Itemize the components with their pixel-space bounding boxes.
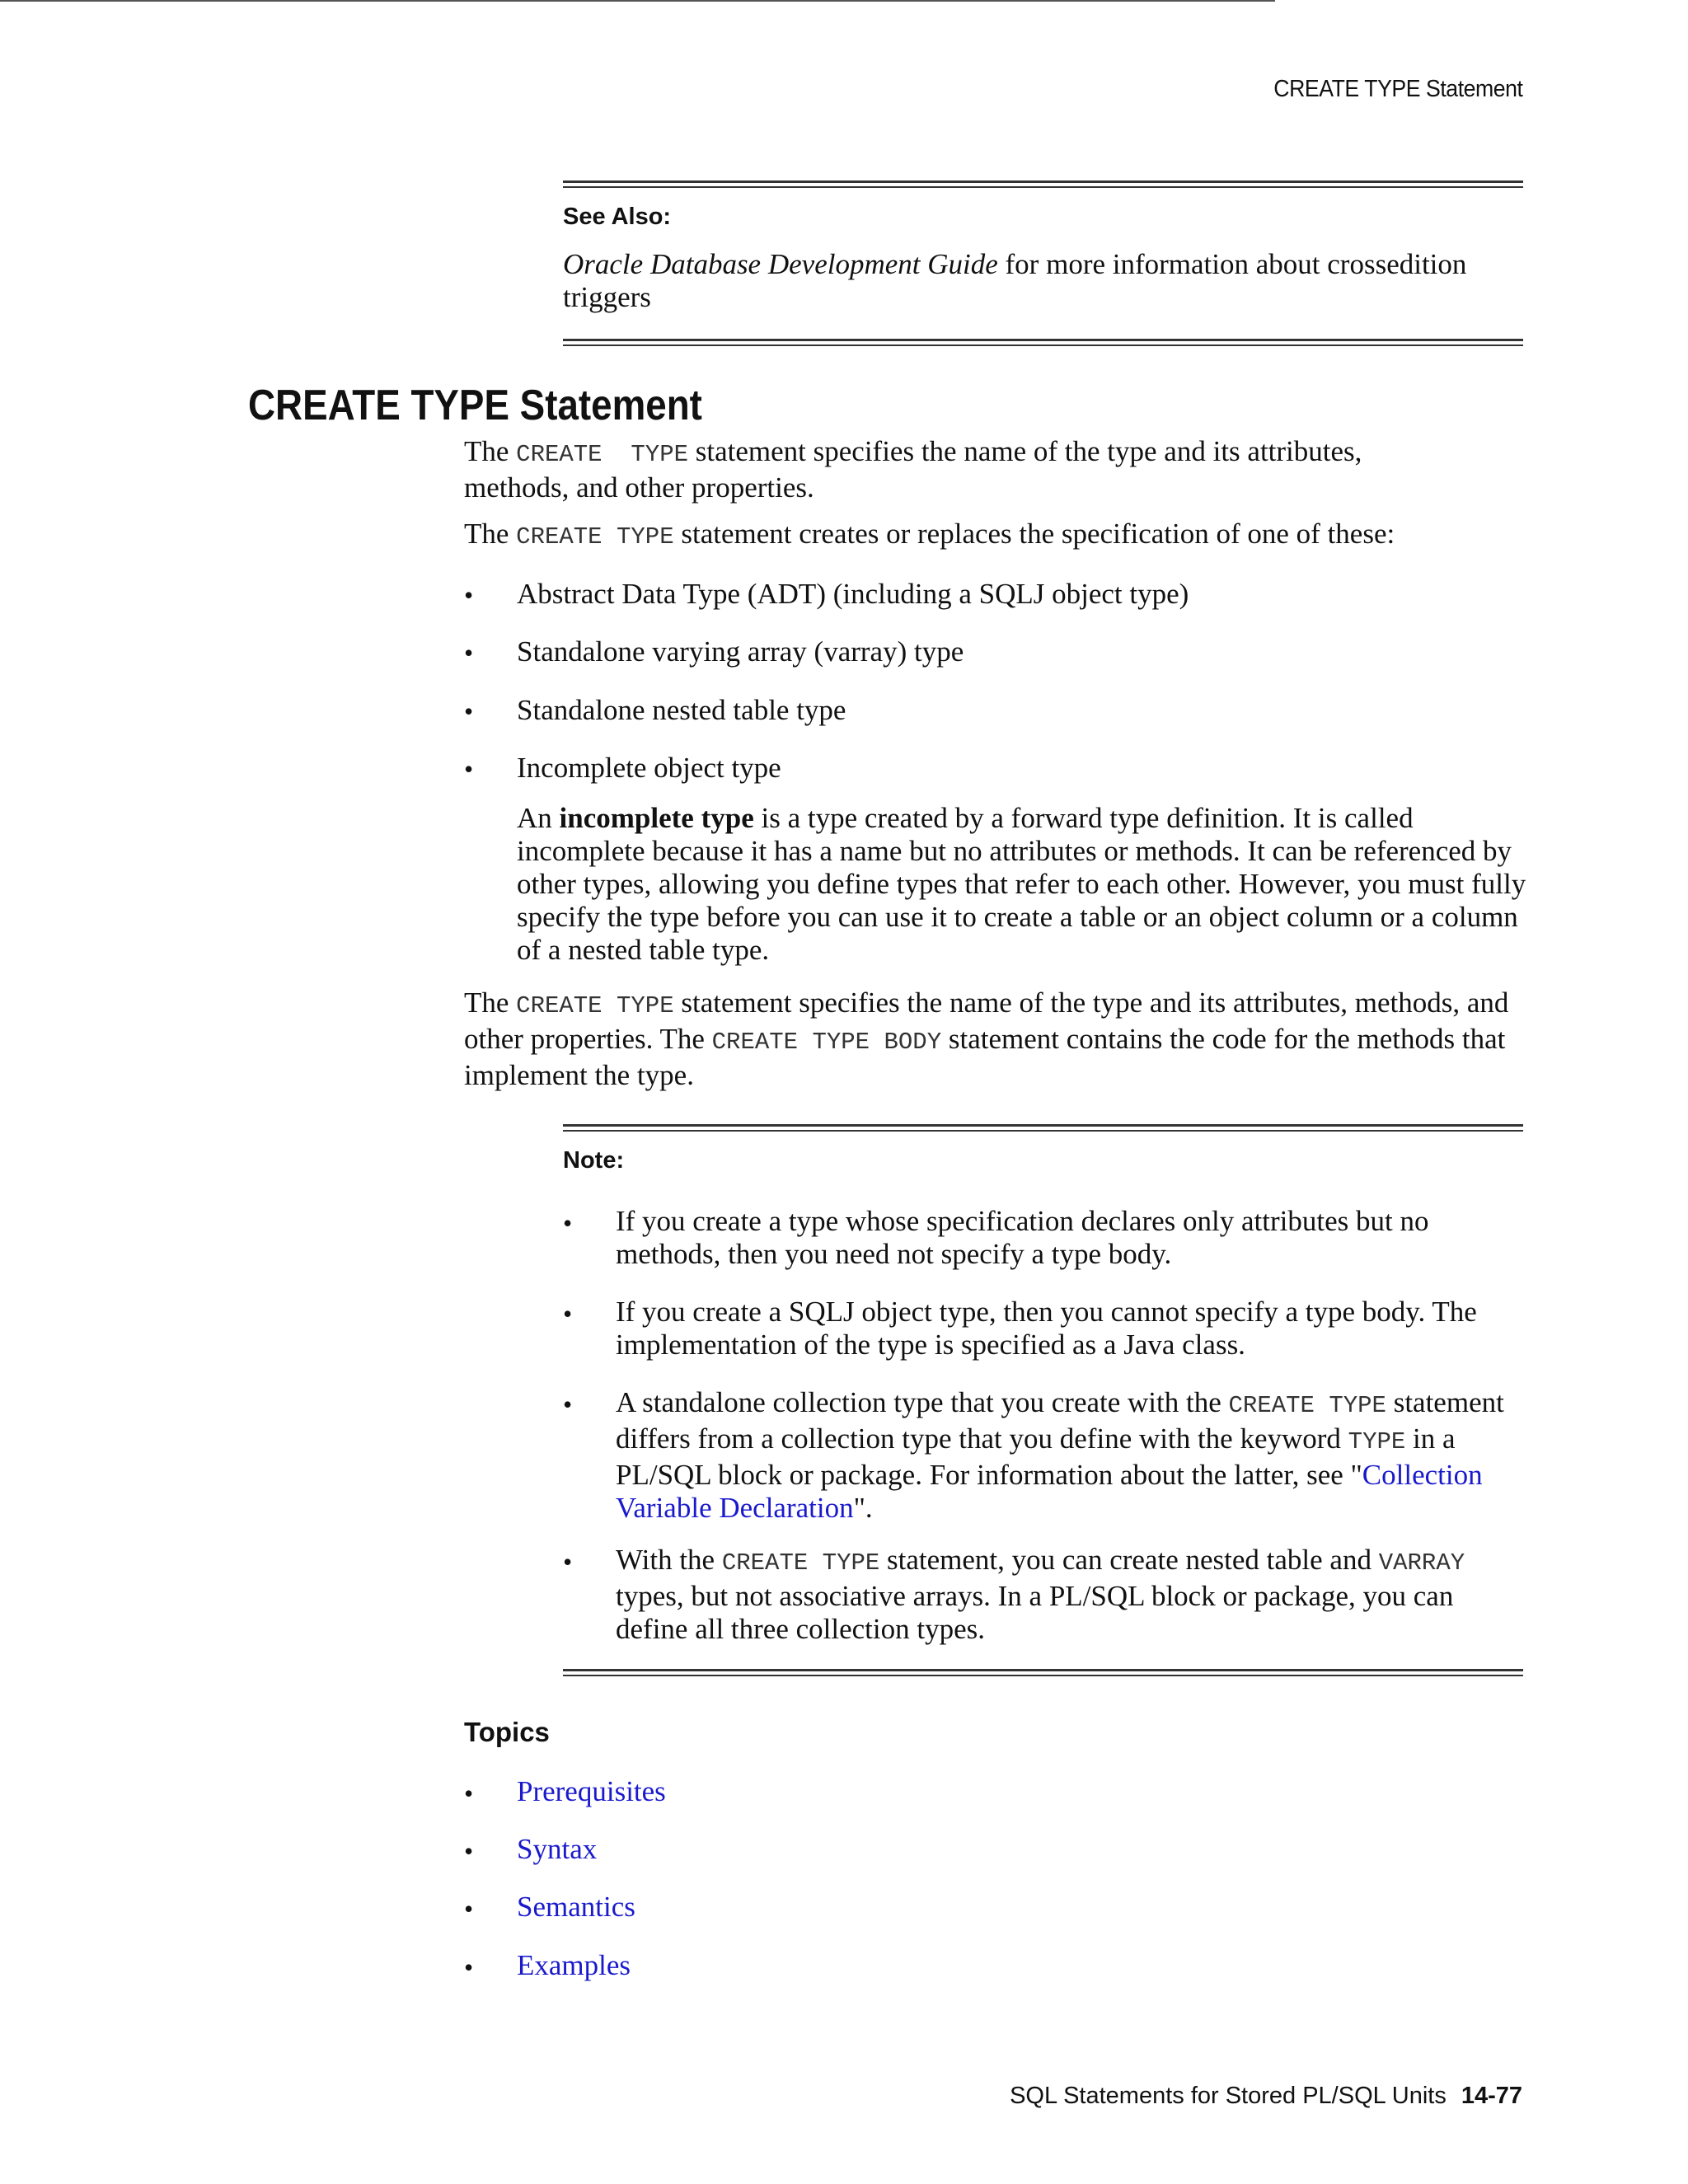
p3-text-c: statement contains the code for the methods that implement the type. [464,1023,1506,1091]
note-heading: Note: [563,1147,625,1174]
p3-code-1: CREATE TYPE [516,992,674,1019]
see-also-top-rule [563,180,1523,188]
topic-link-examples[interactable]: Examples [517,1949,631,1981]
note-bullet: • [563,1208,573,1238]
bullet: • [464,638,474,668]
see-also-bottom-rule [563,339,1523,346]
note3-text-d: ". [853,1492,873,1524]
p3-text-b: statement specifies the name of the type and its attributes, methods, and other properties. The [464,987,1509,1055]
note-bullet: • [563,1547,573,1577]
note-item: If you create a SQLJ object type, then you cannot specify a type body. The implementation of the type is specified as a Java class. [616,1296,1477,1361]
p1-text-a: The [464,435,517,467]
incomplete-term: incomplete type [559,802,754,834]
note4-code-1: CREATE TYPE [721,1549,880,1577]
note4-code-2: VARRAY [1378,1549,1465,1577]
running-header: CREATE TYPE Statement [1273,76,1522,102]
topic-link-syntax[interactable]: Syntax [517,1833,598,1865]
incomplete-text-b: is a type created by a forward type definition. It is called incomplete because it has a name but no attributes or methods. It can be referenced by other types, allowing you define types that refer to each other. However, you must fully specify the type before you can use it to create a table or an object column or a column of a nested table type. [517,802,1526,966]
incomplete-text-a: An [517,802,560,834]
page-footer [1010,2083,1522,2110]
topics-heading: Topics [464,1717,550,1747]
note4-text-c: types, but not associative arrays. In a PL/SQL block or package, you can define all three collection types. [616,1580,1454,1645]
topic-bullet: • [464,1836,474,1866]
list-item: Incomplete object type [517,752,781,784]
p2-text-a: The [464,518,517,550]
p1-code: CREATE TYPE [516,441,689,468]
note3-code-1: CREATE TYPE [1228,1392,1386,1419]
bullet: • [464,754,474,784]
book-title: Oracle Database Development Guide [563,248,998,280]
header-rule [0,0,1275,2]
page-number: 14-77 [1461,2083,1522,2109]
bullet: • [464,696,474,726]
collection-variable-declaration-link[interactable]: Collection Variable Declaration [616,1459,1483,1524]
note-item: If you create a type whose specification declares only attributes but no methods, then you need not specify a type body. [616,1205,1429,1270]
list-item: Standalone nested table type [517,694,846,726]
creates-paragraph [464,518,1527,554]
note-item [616,1544,1526,1646]
note3-text-b: statement differs from a collection type that you define with the keyword [616,1386,1504,1455]
list-item: Standalone varying array (varray) type [517,635,964,668]
topic-bullet: • [464,1894,474,1924]
note-top-rule [563,1124,1523,1132]
topic-link-prerequisites[interactable]: Prerequisites [517,1775,666,1807]
topic-bullet: • [464,1779,474,1808]
intro-paragraph [464,435,1437,504]
list-item: Abstract Data Type (ADT) (including a SQLJ object type) [517,578,1189,610]
p3-text-a: The [464,987,517,1019]
note4-text-b: statement, you can create nested table and [879,1544,1379,1576]
note3-text-a: A standalone collection type that you create with the [616,1386,1229,1418]
note4-text-a: With the [616,1544,722,1576]
incomplete-type-paragraph [517,802,1526,967]
footer-text: SQL Statements for Stored PL/SQL Units [1010,2083,1447,2109]
see-also-heading: See Also: [563,204,672,230]
note-bottom-rule [563,1669,1523,1676]
see-also-body [563,248,1519,314]
note-bullet: • [563,1390,573,1419]
topic-bullet: • [464,1952,474,1982]
type-body-paragraph [464,987,1527,1092]
section-title: CREATE TYPE Statement [248,382,702,429]
note3-code-2: TYPE [1348,1428,1406,1455]
note-bullet: • [563,1299,573,1329]
note3-text-c: in a PL/SQL block or package. For information about the latter, see " [616,1422,1456,1491]
bullet: • [464,580,474,610]
note-item [616,1386,1526,1525]
see-also-text: for more information about crossedition triggers [563,248,1467,313]
p3-code-2: CREATE TYPE BODY [711,1029,942,1056]
p1-text-b: statement specifies the name of the type and its attributes, methods, and other properties. [464,435,1362,504]
topic-link-semantics[interactable]: Semantics [517,1891,635,1923]
p2-text-b: statement creates or replaces the specification of one of these: [673,518,1395,550]
p2-code: CREATE TYPE [516,523,674,551]
